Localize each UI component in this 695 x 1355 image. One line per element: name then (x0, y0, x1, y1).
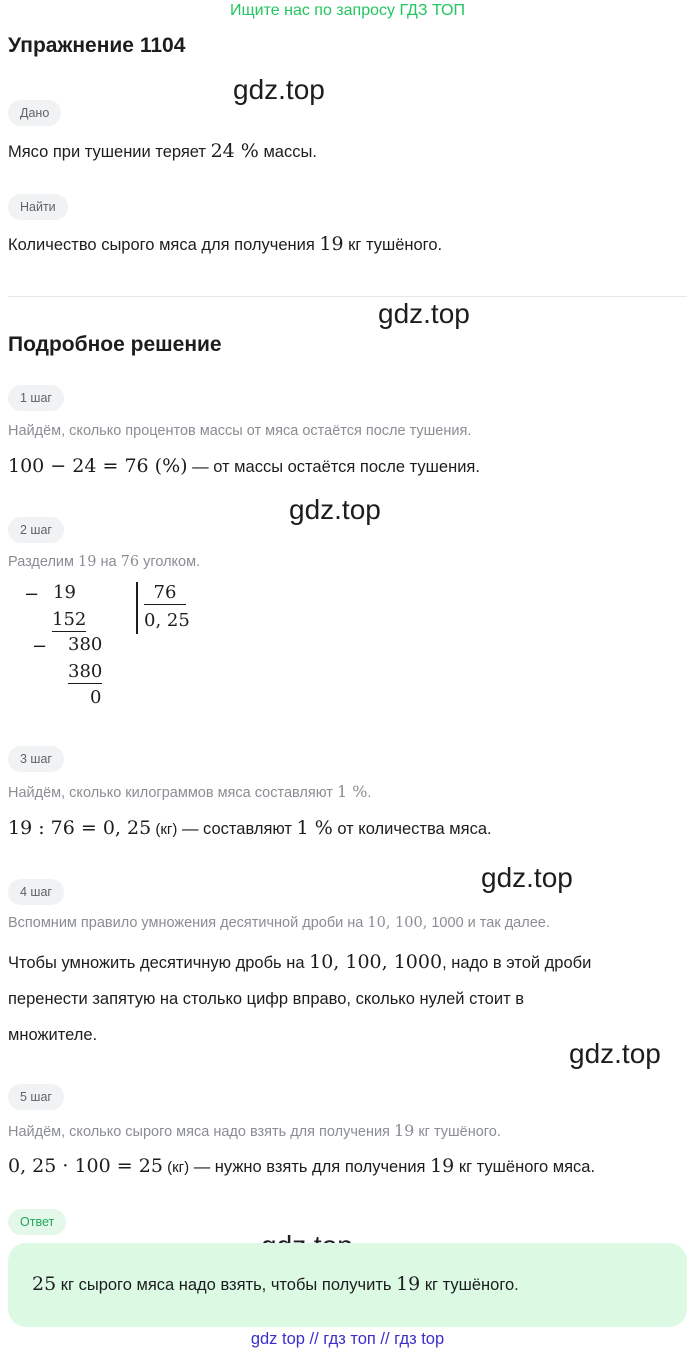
step-2-badge: 2 шаг (8, 517, 64, 543)
given-text-before: Мясо при тушении теряет (8, 143, 211, 161)
step-2-hint-a: 19 (78, 554, 97, 570)
footer-links[interactable]: gdz top // гдз топ // гдз top (250, 1330, 445, 1348)
given-text (8, 140, 317, 162)
step-5-value: 19 (430, 1155, 455, 1177)
step-4-badge: 4 шаг (8, 879, 64, 905)
step-5-hint-after: кг тушёного. (414, 1124, 501, 1140)
step-4-hint-value: 10, 100, (367, 915, 428, 931)
step-5-text-after: кг тушёного мяса. (454, 1158, 596, 1176)
step-3-result (8, 817, 492, 839)
solution-title: Подробное решение (8, 333, 222, 356)
step-4-hint (8, 915, 550, 931)
step-5-unit: (кг) (162, 1159, 190, 1176)
step-2-hint (8, 554, 200, 570)
step-4-hint-after: и так далее. (463, 915, 550, 931)
step-5-hint-value: 19 (393, 1121, 415, 1140)
watermark: gdz.top (569, 1038, 661, 1069)
step-3-hint (8, 782, 371, 801)
section-divider (8, 296, 687, 297)
find-badge: Найти (8, 194, 68, 220)
step-4-badge-wrap (8, 879, 64, 905)
find-text-after: кг тушёного. (343, 236, 443, 254)
step-3-unit: (кг) (151, 821, 178, 838)
step-5-hint-before: Найдём, сколько сырого мяса надо взять для получения (8, 1124, 394, 1140)
step-3-value: 1 % (296, 817, 333, 839)
step-4-hint-value2: 1000 (427, 915, 464, 931)
step-3-badge: 3 шаг (8, 746, 64, 772)
division-remainder-2: 0 (90, 687, 102, 708)
step-3-text-after: от количества мяса. (332, 820, 492, 838)
answer-badge-wrap (8, 1209, 66, 1235)
division-vertical-line (136, 582, 138, 634)
division-remainder-1: 380 (68, 634, 103, 655)
find-value: 19 (319, 233, 344, 255)
step-3-hint-after: . (367, 785, 372, 801)
watermark: gdz.top (289, 494, 381, 525)
step-2-hint-b: 76 (120, 554, 140, 570)
step-1-math: 100 − 24 = 76 (%) (8, 455, 188, 477)
division-dividend: 19 (53, 582, 76, 603)
step-1-badge-wrap (8, 385, 64, 411)
step-2-hint-mid: на (96, 554, 121, 570)
watermark: gdz.top (378, 298, 470, 329)
given-text-after: массы. (258, 143, 317, 161)
step-4-line-1-after: , надо в этой дроби (442, 954, 592, 972)
find-text-before: Количество сырого мяса для получения (8, 236, 320, 254)
division-subtrahend-2: 380 (68, 661, 103, 682)
step-3-hint-value: 1 % (336, 782, 368, 801)
step-5-math: 0, 25 · 100 = 25 (8, 1155, 163, 1177)
step-4-line-1-value: 10, 100, 1000 (309, 951, 443, 973)
given-value: 24 % (210, 140, 259, 162)
step-5-hint (8, 1121, 501, 1140)
division-minus-1: − (24, 584, 40, 605)
exercise-title: Упражнение 1104 (8, 34, 186, 57)
step-1-result (8, 455, 480, 477)
step-3-text-before: — составляют (177, 820, 297, 838)
watermark: gdz.top (233, 74, 325, 105)
step-1-text: — от массы остаётся после тушения. (187, 458, 480, 476)
answer-badge: Ответ (8, 1209, 66, 1235)
watermark: gdz.top (481, 862, 573, 893)
answer-text-after: кг тушёного. (420, 1276, 519, 1294)
step-5-badge-wrap (8, 1084, 64, 1110)
step-2-hint-before: Разделим (8, 554, 79, 570)
step-4-line-2: перенести запятую на столько цифр вправо, сколько нулей стоит в (8, 990, 524, 1008)
step-3-hint-before: Найдём, сколько килограммов мяса составляют (8, 785, 337, 801)
step-4-line-3: множителе. (8, 1026, 98, 1044)
given-section (8, 100, 61, 126)
step-1-hint: Найдём, сколько процентов массы от мяса остаётся после тушения. (8, 423, 472, 439)
division-divisor: 76 (144, 582, 186, 605)
answer-text-mid: кг сырого мяса надо взять, чтобы получить (56, 1276, 397, 1294)
find-text (8, 233, 442, 255)
step-3-badge-wrap (8, 746, 64, 772)
search-banner[interactable]: Ищите нас по запросу ГДЗ ТОП (230, 2, 465, 19)
answer-text (32, 1273, 519, 1295)
given-badge: Дано (8, 100, 61, 126)
step-5-badge: 5 шаг (8, 1084, 64, 1110)
step-4-hint-before: Вспомним правило умножения десятичной дроби на (8, 915, 368, 931)
step-1-badge: 1 шаг (8, 385, 64, 411)
division-subtrahend-1: 152 (52, 609, 87, 630)
answer-value-2: 19 (396, 1273, 421, 1295)
step-4-line-1-before: Чтобы умножить десятичную дробь на (8, 954, 310, 972)
division-minus-2: − (32, 636, 48, 657)
step-4-line-1 (8, 944, 668, 981)
step-5-result (8, 1155, 595, 1177)
division-quotient: 0, 25 (144, 610, 190, 631)
step-3-math: 19 : 76 = 0, 25 (8, 817, 152, 839)
step-5-text-before: — нужно взять для получения (189, 1158, 431, 1176)
step-2-badge-wrap (8, 517, 64, 543)
step-2-hint-after: уголком. (139, 554, 201, 570)
answer-value-1: 25 (32, 1273, 57, 1295)
step-4-rule (8, 944, 668, 1053)
long-division (0, 580, 240, 715)
find-section (8, 194, 68, 220)
